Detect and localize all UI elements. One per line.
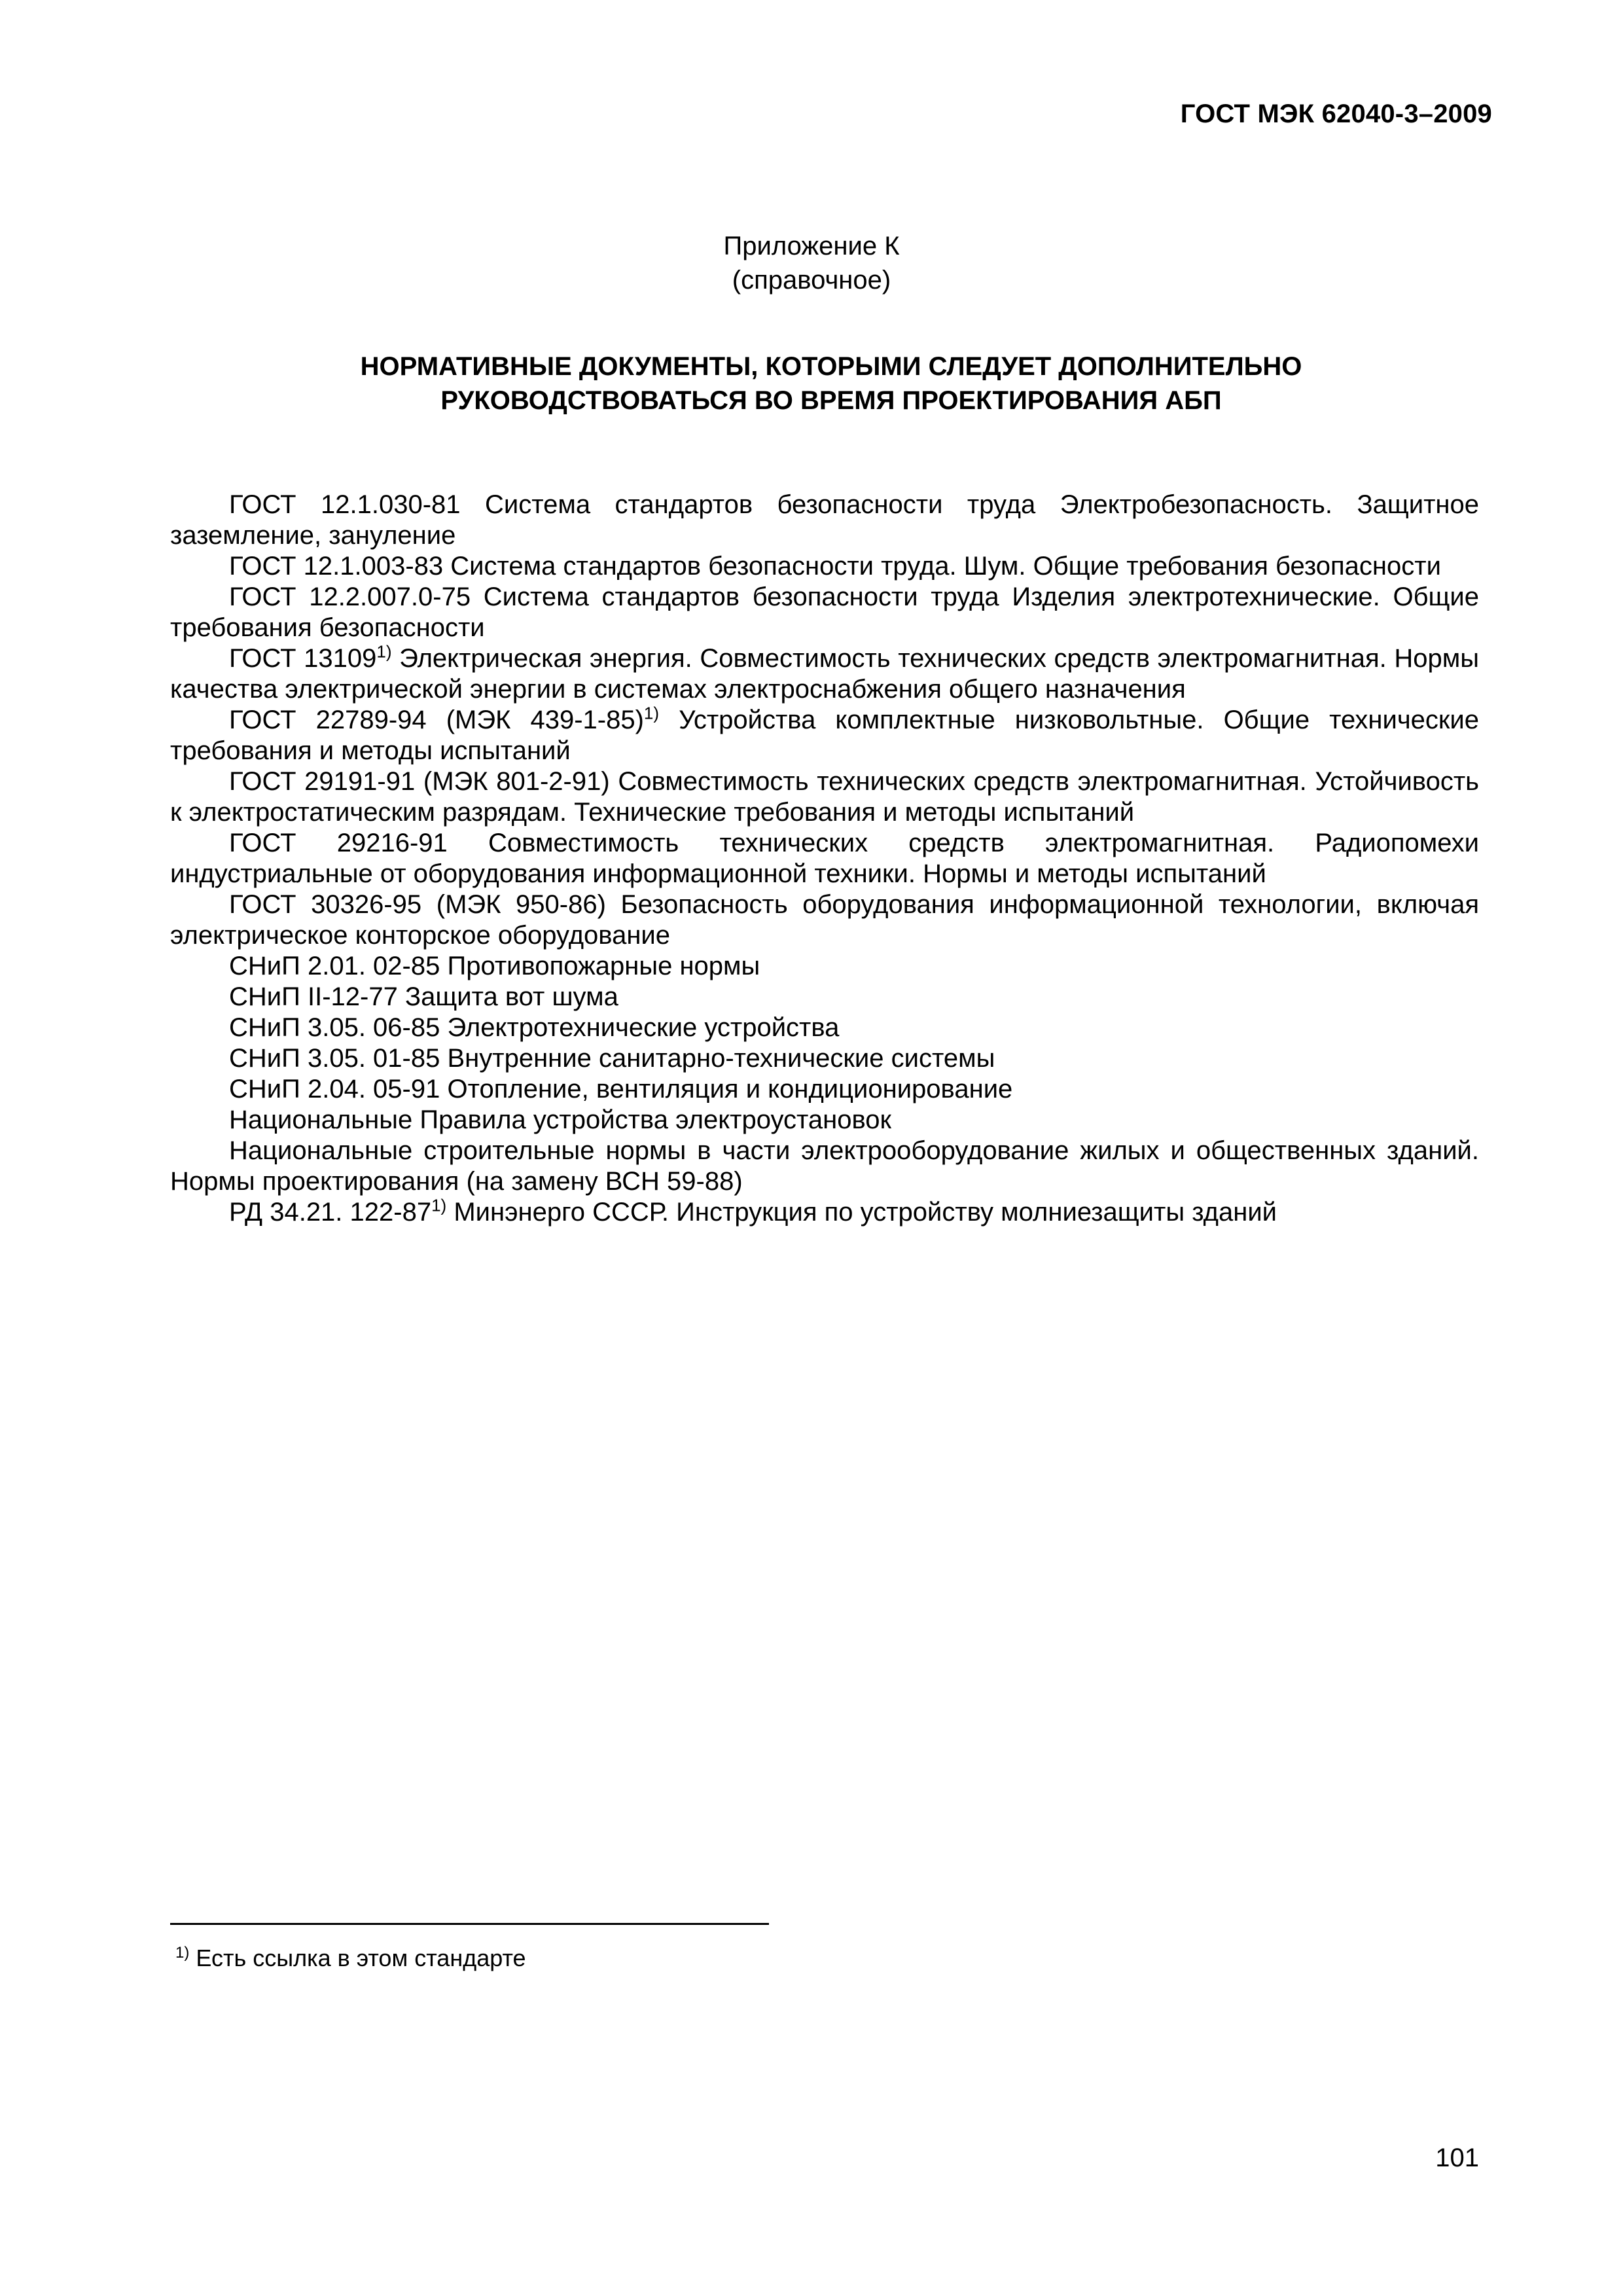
document-ref: РД 34.21. 122-87 — [229, 1198, 432, 1227]
document-text: Электротехнические устройства — [440, 1013, 840, 1042]
document-text: Система стандартов безопасности труда. Шум. Общие требования безопасности — [443, 552, 1441, 581]
page-title-line-1: НОРМАТИВНЫЕ ДОКУМЕНТЫ, КОТОРЫМИ СЛЕДУЕТ ДОПОЛНИТЕЛЬНО — [360, 352, 1302, 381]
annex-kind: (справочное) — [732, 266, 891, 295]
footnote-mark: 1) — [643, 703, 660, 723]
document-item — [170, 551, 1479, 582]
document-item — [170, 1197, 1479, 1228]
standard-code-header: ГОСТ МЭК 62040-3–2009 — [1180, 99, 1492, 128]
document-ref: ГОСТ 30326-95 (МЭК 950-86) — [229, 890, 606, 919]
document-item — [170, 1136, 1479, 1197]
document-ref: Национальные Правила устройства электроустановок — [229, 1105, 892, 1134]
annex-heading — [0, 229, 1623, 297]
document-ref: ГОСТ 12.1.003-83 — [229, 552, 444, 581]
document-text: Противопожарные нормы — [440, 952, 760, 980]
document-item — [170, 1074, 1479, 1105]
document-ref: Национальные строительные нормы в части электрооборудование жилых и общественных зданий. Нормы проектирования (на замену ВСН 59-88) — [170, 1136, 1479, 1196]
document-text: Отопление, вентиляция и кондиционирование — [440, 1075, 1013, 1103]
document-item — [170, 1013, 1479, 1043]
footnote — [175, 1944, 526, 1973]
document-ref: ГОСТ 12.1.030-81 — [229, 490, 461, 519]
document-ref: ГОСТ 12.2.007.0-75 — [229, 583, 471, 611]
document-item — [170, 828, 1479, 889]
document-item — [170, 643, 1479, 705]
page-title-line-2: РУКОВОДСТВОВАТЬСЯ ВО ВРЕМЯ ПРОЕКТИРОВАНИЯ АБП — [440, 386, 1222, 415]
document-item — [170, 1043, 1479, 1074]
document-text: Устройства комплектные низковольтные. Общие технические требования и методы испытаний — [170, 706, 1480, 765]
document-ref: СНиП 3.05. 01-85 — [229, 1044, 440, 1073]
document-item — [170, 766, 1479, 828]
document-item — [170, 705, 1479, 766]
document-item — [170, 582, 1479, 643]
footnote-mark: 1) — [431, 1195, 447, 1215]
document-text: Совместимость технических средств электромагнитная. Устойчивость к электростатическим разрядам. Технические требования и методы испытаний — [170, 767, 1480, 827]
footnote-mark: 1) — [376, 641, 392, 662]
document-text: Защита вот шума — [397, 982, 618, 1011]
page-number: 101 — [1435, 2144, 1479, 2172]
document-text: Безопасность оборудования информационной технологии, включая электрическое конторское оборудование — [170, 890, 1479, 950]
document-text: Внутренние санитарно-технические системы — [440, 1044, 995, 1073]
footnote-text: Есть ссылка в этом стандарте — [189, 1945, 526, 1971]
footnote-mark: 1) — [175, 1944, 190, 1962]
document-text: Система стандартов безопасности труда Изделия электротехнические. Общие требования безопасности — [170, 583, 1479, 642]
document-item — [170, 982, 1479, 1013]
document-ref: ГОСТ 13109 — [229, 644, 377, 673]
document-ref: ГОСТ 29216-91 — [229, 829, 448, 857]
document-item — [170, 889, 1479, 951]
document-text: Совместимость технических средств электромагнитная. Радиопомехи индустриальные от оборудования информационной техники. Нормы и методы испытаний — [170, 829, 1479, 888]
document-item — [170, 951, 1479, 982]
document-item — [170, 1105, 1479, 1136]
document-ref: СНиП 2.04. 05-91 — [229, 1075, 440, 1103]
annex-label: Приложение К — [723, 232, 900, 260]
page-title — [170, 350, 1492, 418]
document-text: Минэнерго СССР. Инструкция по устройству молниезащиты зданий — [446, 1198, 1277, 1227]
document-ref: СНиП 2.01. 02-85 — [229, 952, 440, 980]
normative-documents-list — [170, 490, 1479, 1228]
document-ref: ГОСТ 22789-94 (МЭК 439-1-85) — [229, 706, 644, 734]
document-ref: СНиП II-12-77 — [229, 982, 398, 1011]
document-ref: СНиП 3.05. 06-85 — [229, 1013, 440, 1042]
footnote-divider — [170, 1923, 769, 1925]
document-text: Электрическая энергия. Совместимость технических средств электромагнитная. Нормы качества электрической энергии в системах электроснабжения общего назначения — [170, 644, 1479, 704]
document-text: Система стандартов безопасности труда Электробезопасность. Защитное заземление, зануление — [170, 490, 1480, 550]
document-ref: ГОСТ 29191-91 (МЭК 801-2-91) — [229, 767, 610, 796]
document-item — [170, 490, 1479, 551]
